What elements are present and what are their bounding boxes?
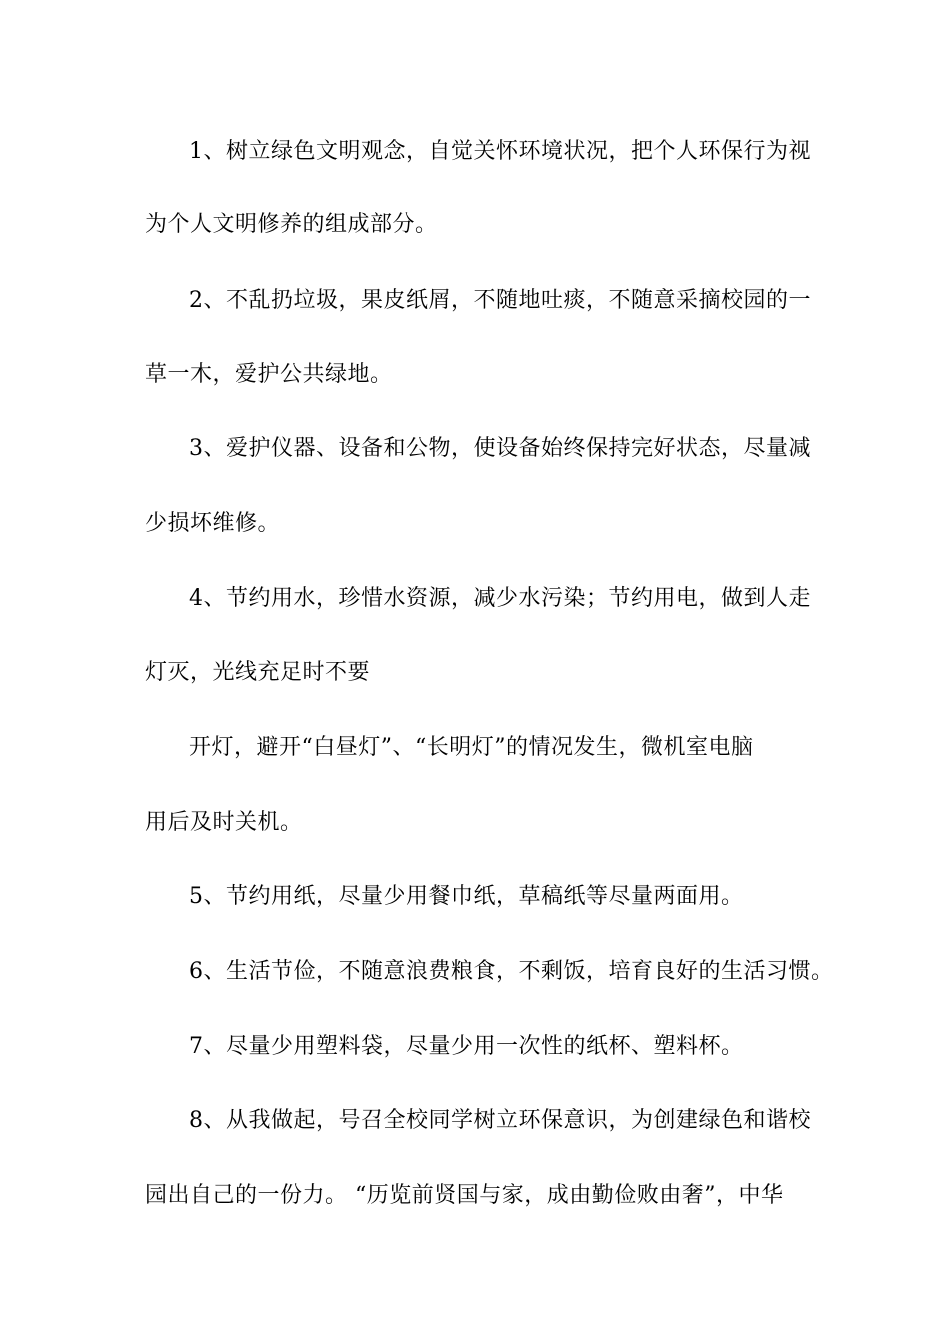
- paragraph-8-line-2: 园出自己的一份力。 “历览前贤国与家，成由勤俭败由奢”，中华: [145, 1183, 784, 1208]
- paragraph-1-line-1: 1、树立绿色文明观念，自觉关怀环境状况，把个人环保行为视: [189, 139, 811, 164]
- paragraph-1-line-2: 为个人文明修养的组成部分。: [145, 212, 438, 237]
- paragraph-4-line-1: 4、节约用水，珍惜水资源，减少水污染；节约用电，做到人走: [189, 586, 811, 611]
- paragraph-7: 7、尽量少用塑料袋，尽量少用一次性的纸杯、塑料杯。: [189, 1034, 744, 1059]
- paragraph-8-line-1: 8、从我做起，号召全校同学树立环保意识，为创建绿色和谐校: [189, 1108, 811, 1133]
- paragraph-4-line-2: 灯灭，光线充足时不要: [145, 660, 371, 685]
- paragraph-4b-line-2: 用后及时关机。: [145, 810, 303, 835]
- paragraph-5: 5、节约用纸，尽量少用餐巾纸，草稿纸等尽量两面用。: [189, 884, 744, 909]
- paragraph-2-line-1: 2、不乱扔垃圾，果皮纸屑，不随地吐痰，不随意采摘校园的一: [189, 288, 811, 313]
- paragraph-4b-line-1: 开灯，避开“白昼灯”、“长明灯”的情况发生，微机室电脑: [189, 735, 754, 760]
- paragraph-2-line-2: 草一木，爱护公共绿地。: [145, 362, 393, 387]
- paragraph-6: 6、生活节俭，不随意浪费粮食，不剩饭，培育良好的生活习惯。: [189, 959, 834, 984]
- paragraph-3-line-1: 3、爱护仪器、设备和公物，使设备始终保持完好状态，尽量减: [189, 436, 811, 461]
- paragraph-3-line-2: 少损坏维修。: [145, 511, 281, 536]
